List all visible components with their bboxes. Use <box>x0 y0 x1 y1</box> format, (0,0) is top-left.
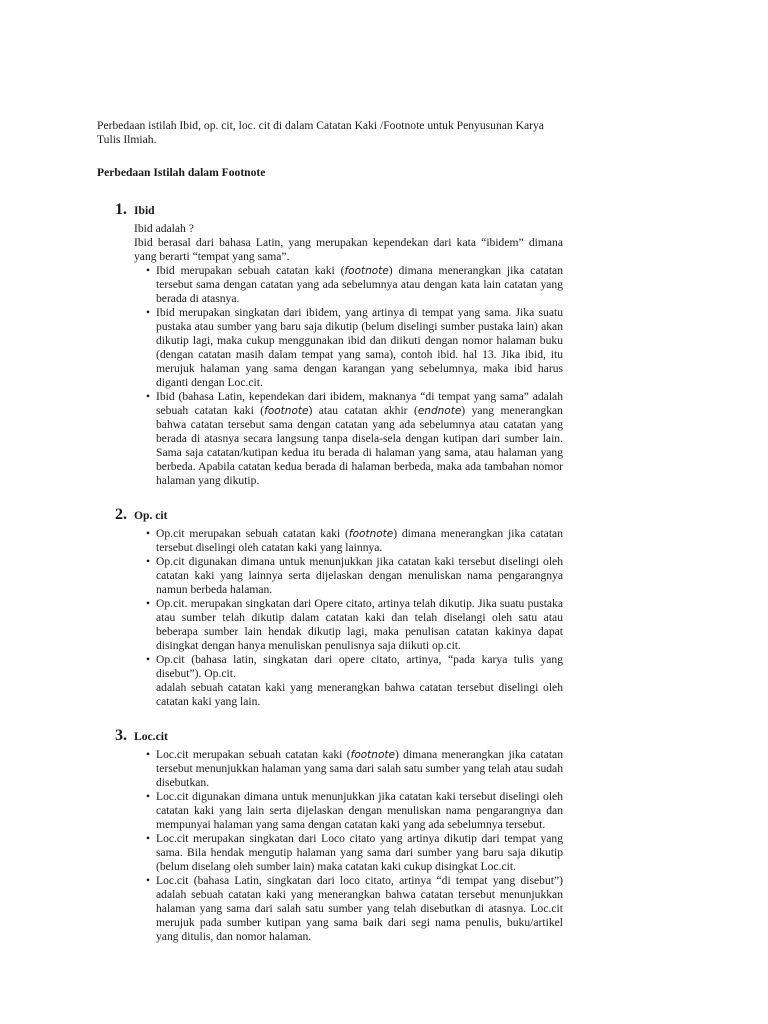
list-item: • Ibid merupakan sebuah catatan kaki (footnote) dimana menerangkan jika catatan tersebut sama dengan catatan yang ada sebelumnya atau dengan kata lain catatan yang berada di atasnya. <box>146 264 563 305</box>
bullet-icon: • <box>146 653 151 666</box>
section-paragraph: Ibid adalah ? <box>134 222 194 235</box>
list-item: • Loc.cit (bahasa Latin, singkatan dari loco citato, artinya “di tempat yang disebut”) adalah sebuah catatan kaki yang menerangkan bahwa catatan tersebut menunjukkan halaman yang sama dari salah satu sumber yang telah disebutkan di atasnya. Loc.cit merujuk pada sumber kutipan yang sama baik dari segi nama penulis, buku/artikel yang ditulis, dan nomor halaman. <box>146 874 563 943</box>
list-item: • Loc.cit merupakan singkatan dari Loco citato yang artinya dikutip dari tempat yang sama. Bila hendak mengutip halaman yang sama dari sumber yang baru saja dikutip (belum diselang oleh sumber lain) maka catatan kaki cukup disingkat Loc.cit. <box>146 832 563 873</box>
bullet-icon: • <box>146 832 151 845</box>
section-op-cit <box>97 506 563 709</box>
list-item: • Op.cit merupakan sebuah catatan kaki (footnote) dimana menerangkan jika catatan tersebut diselingi oleh catatan kaki yang lainnya. <box>146 527 563 554</box>
bullet-icon: • <box>146 597 151 610</box>
bullet-continuation: adalah sebuah catatan kaki yang menerangkan bahwa catatan tersebut diselingi oleh catatan kaki yang lain. <box>156 681 563 708</box>
list-item: • Op.cit digunakan dimana untuk menunjukkan jika catatan kaki tersebut diselingi oleh catatan kaki yang lainnya serta dijelaskan dengan menuliskan nama pengarangnya namun berbeda halaman. <box>146 555 563 596</box>
intro-paragraph: Perbedaan istilah Ibid, op. cit, loc. cit di dalam Catatan Kaki /Footnote untuk Penyusunan Karya Tulis Ilmiah. <box>97 119 544 146</box>
bullet-icon: • <box>146 306 151 319</box>
bullet-icon: • <box>146 874 151 887</box>
section-title: Ibid <box>134 204 155 217</box>
section-title: Op. cit <box>134 509 168 522</box>
list-item: • Ibid (bahasa Latin, kependekan dari ibidem, maknanya “di tempat yang sama” adalah sebuah catatan kaki (footnote) atau catatan akhir (endnote) yang menerangkan bahwa catatan tersebut sama dengan catatan yang ada sebelumnya atau catatan yang berada di atasnya secara langsung tanpa disela-sela dengan kutipan dari sumber lain. Sama saja catatan/kutipan kedua itu berada di halaman yang sama, atau halaman yang berbeda. Apabila catatan kedua berada di halaman berbeda, maka ada tambahan nomor halaman yang dikutip. <box>146 390 563 487</box>
bullet-icon: • <box>146 555 151 568</box>
list-item: • Loc.cit merupakan sebuah catatan kaki (footnote) dimana menerangkan jika catatan tersebut menunjukkan halaman yang sama dari salah satu sumber yang telah atau sudah disebutkan. <box>146 748 563 789</box>
page-heading: Perbedaan Istilah dalam Footnote <box>97 166 266 179</box>
bullet-icon: • <box>146 527 151 540</box>
section-number: 2. <box>115 506 127 523</box>
list-item: • Op.cit (bahasa latin, singkatan dari opere citato, artinya, “pada karya tulis yang disebut”). Op.cit. <box>146 653 563 680</box>
list-item: • Loc.cit digunakan dimana untuk menunjukkan jika catatan kaki tersebut diselingi oleh catatan kaki yang lain serta dijelaskan dengan menuliskan nama pengarangnya dan mempunyai halaman yang sama dengan catatan kaki yang ada sebelumnya tersebut. <box>146 790 563 831</box>
list-item: • Ibid merupakan singkatan dari ibidem, yang artinya di tempat yang sama. Jika suatu pustaka atau sumber yang baru saja dikutip (belum diselingi sumber pustaka lain) akan dikutip lagi, maka cukup menggunakan ibid dan diikuti dengan nomor halaman buku (dengan catatan masih dalam tempat yang sama), contoh ibid. hal 13. Jika ibid, itu merujuk halaman yang sama dengan karangan yang sebelumnya, maka ibid harus diganti dengan Loc.cit. <box>146 306 563 389</box>
section-loc-cit <box>97 727 563 944</box>
bullet-icon: • <box>146 790 151 803</box>
section-title: Loc.cit <box>134 730 168 743</box>
bullet-icon: • <box>146 264 151 277</box>
bullet-icon: • <box>146 748 151 761</box>
section-number: 3. <box>115 727 127 744</box>
bullet-icon: • <box>146 390 151 403</box>
section-ibid <box>97 201 563 488</box>
section-paragraph: Ibid berasal dari bahasa Latin, yang merupakan kependekan dari kata “ibidem” dimana yang berarti “tempat yang sama”. <box>134 236 563 263</box>
section-number: 1. <box>115 201 127 218</box>
list-item: • Op.cit. merupakan singkatan dari Opere citato, artinya telah dikutip. Jika suatu pustaka atau sumber telah dikutip dalam catatan kaki dan telah diselangi oleh satu atau beberapa sumber lain hendak dikutip lagi, maka penulisan catatan kakinya dapat disingkat dengan hanya menuliskan penulisnya saja diikuti op.cit. <box>146 597 563 652</box>
